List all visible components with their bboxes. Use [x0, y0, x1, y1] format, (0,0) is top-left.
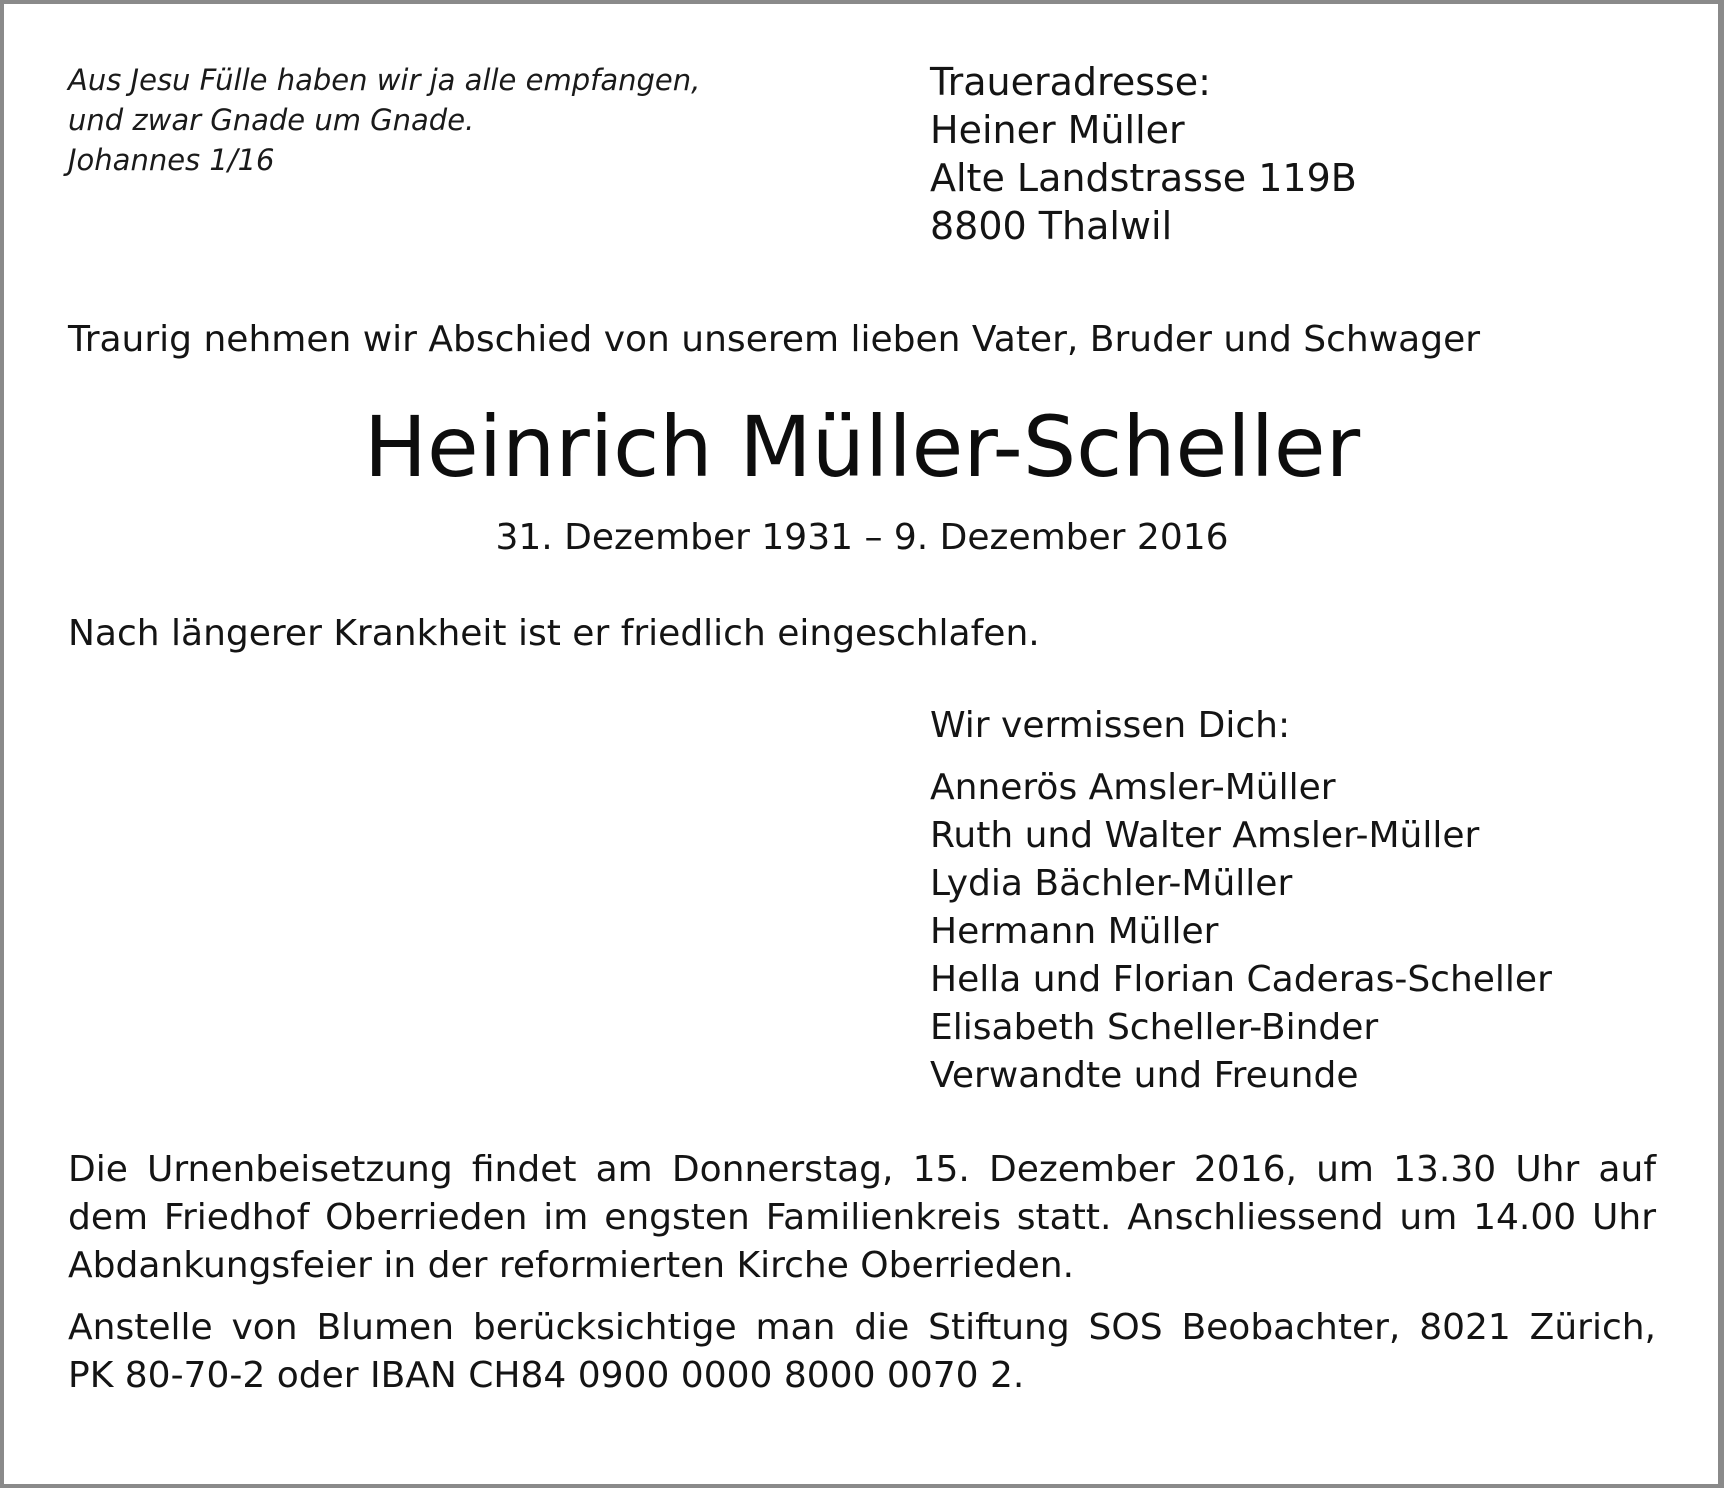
- mourner-name: Annerös Amsler-Müller: [930, 767, 1336, 808]
- address-city: 8800 Thalwil: [930, 204, 1173, 248]
- mourner-name: Verwandte und Freunde: [930, 1055, 1359, 1096]
- verse-reference: Johannes 1/16: [68, 143, 275, 177]
- mourner-name: Elisabeth Scheller-Binder: [930, 1007, 1379, 1048]
- mourner-name: Lydia Bächler-Müller: [930, 863, 1293, 904]
- address-name: Heiner Müller: [930, 108, 1185, 152]
- funeral-line: dem Friedhof Oberrieden im engsten Familienkreis statt. Anschliessend um 14.00 Uhr: [68, 1197, 1656, 1238]
- address-street: Alte Landstrasse 119B: [930, 156, 1357, 200]
- mourning-address: [930, 58, 1670, 250]
- mourner-name: Hermann Müller: [930, 911, 1219, 952]
- donation-notice: [68, 1304, 1656, 1400]
- deceased-name: Heinrich Müller-Scheller: [363, 398, 1361, 496]
- farewell-intro: Traurig nehmen wir Abschied von unserem lieben Vater, Bruder und Schwager: [68, 319, 1481, 360]
- funeral-line: Abdankungsfeier in der reformierten Kirche Oberrieden.: [68, 1245, 1075, 1286]
- donation-line: Anstelle von Blumen berücksichtige man die Stiftung SOS Beobachter, 8021 Zürich,: [68, 1307, 1656, 1348]
- illness-statement: Nach längerer Krankheit ist er friedlich eingeschlafen.: [68, 613, 1040, 654]
- mourners-list: [930, 764, 1690, 1100]
- mourner-name: Ruth und Walter Amsler-Müller: [930, 815, 1480, 856]
- mourner-name: Hella und Florian Caderas-Scheller: [930, 959, 1552, 1000]
- donation-line: PK 80-70-2 oder IBAN CH84 0900 0000 8000 0070 2.: [68, 1355, 1025, 1396]
- verse-line: und zwar Gnade um Gnade.: [68, 103, 475, 137]
- bible-verse: [68, 60, 828, 180]
- life-dates: 31. Dezember 1931 – 9. Dezember 2016: [495, 517, 1229, 558]
- funeral-line: Die Urnenbeisetzung findet am Donnerstag, 15. Dezember 2016, um 13.30 Uhr auf: [68, 1149, 1656, 1190]
- verse-line: Aus Jesu Fülle haben wir ja alle empfangen,: [68, 63, 701, 97]
- funeral-notice: [68, 1146, 1656, 1290]
- address-heading: Traueradresse:: [930, 60, 1211, 104]
- mourners-heading: Wir vermissen Dich:: [930, 705, 1291, 746]
